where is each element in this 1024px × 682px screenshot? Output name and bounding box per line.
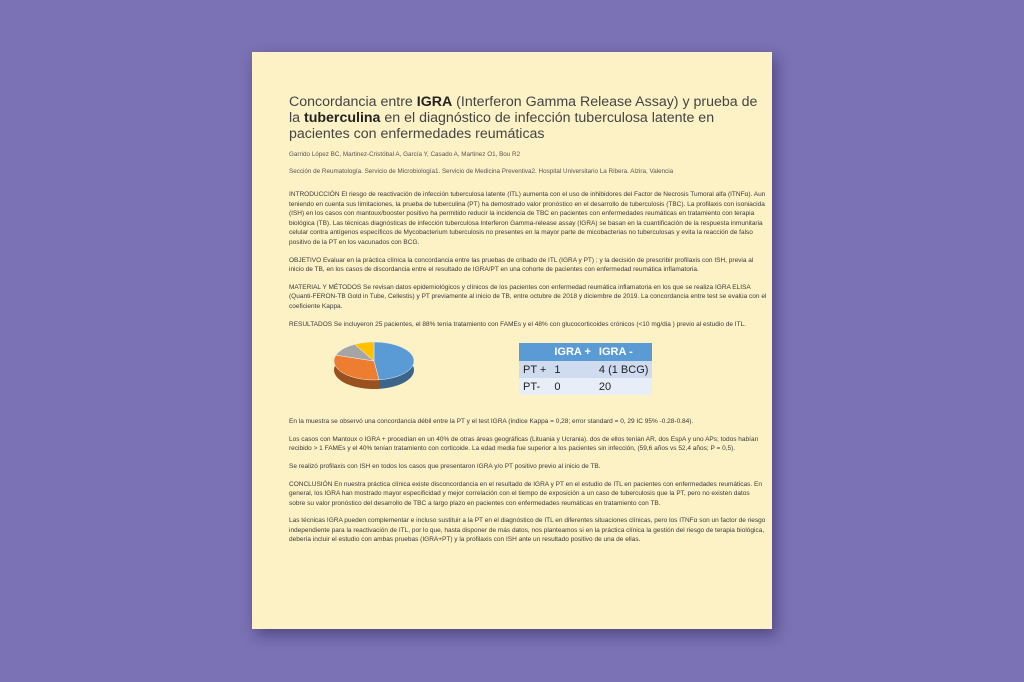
affiliation: Sección de Reumatología. Servicio de Microbiología1. Servicio de Medicina Preventiva2. Hospital Universitario La Ribera. Alzira, Valencia	[289, 168, 674, 175]
title-bold-igra: IGRA	[416, 94, 453, 110]
poster-page	[252, 52, 772, 629]
table-cell: 1	[550, 361, 595, 378]
kappa-paragraph: En la muestra se observó una concordancia débil entre la PT y el test IGRA (índice Kappa = 0,28; error standard = 0, 29 IC 95% -0.28-0.84).	[289, 418, 694, 426]
table-row	[519, 361, 652, 378]
conclusion-paragraph: CONCLUSIÓN En nuestra práctica clínica existe disconcordancia en el resultado de IGRA y PT en el estudio de ITL en pacientes con enfermedades reumáticas. En general, los IGRA han mostrado mayor especificidad y mejor correlación con el tiempo de exposición a un caso de tuberculosis que la PT, pero no existen datos sobre su valor pronóstico del desarrollo de TBC a largo plazo en pacientes con enfermedades reumáticas en tratamiento con TB.	[289, 480, 762, 507]
authors: Garrido López BC, Martinez-Cristóbal A, García Y, Casado A, Martinez O1, Bou R2	[289, 151, 521, 158]
title-text: Concordancia entre	[289, 94, 417, 110]
poster-content	[289, 94, 767, 553]
poster-title	[289, 94, 767, 142]
title-text: en el diagnóstico de infección tuberculosa latente en pacientes con enfermedades reumáticas	[289, 110, 715, 142]
profilaxis-paragraph: Se realizó profilaxis con ISH en todos los casos que presentaron IGRA y/o PT positivo previo al inicio de TB.	[289, 462, 601, 470]
table-cell: 0	[550, 378, 595, 395]
casos-paragraph: Los casos con Mantoux o IGRA + procedían en un 40% de otras áreas geográficas (Lituania y Ucrania). dos de ellos tenían AR, dos EspA y uno APs; todos habían recibido > 1 FAMEs y el 40% tenían tratamiento con corticoide. La edad media fue superior a los pacientes sin infección, (59,6 años vs 52,4 años; P = 0,5).	[289, 435, 759, 453]
pie-chart	[329, 337, 419, 397]
table-header: IGRA -	[595, 343, 653, 361]
title-bold-tuberculina: tuberculina	[303, 110, 381, 126]
contingency-table	[519, 343, 652, 395]
table-row	[519, 378, 652, 395]
table-header	[519, 343, 550, 361]
table-cell: PT-	[519, 378, 550, 395]
objetivo-paragraph: OBJETIVO Evaluar en la práctica clínica la concordancia entre las pruebas de cribado de ITL (IGRA y PT) ; y la decisión de prescribir profilaxis con ISH, previa al inicio de TB, en los casos de discordancia entre el resultado de IGRA/PT en una cohorte de pacientes con enfermedad reumática inflamatoria.	[289, 256, 754, 274]
table-header: IGRA +	[550, 343, 595, 361]
intro-paragraph: INTRODUCCIÓN El riesgo de reactivación de infección tuberculosa latente (ITL) aumenta con el uso de inhibidores del Factor de Necrosis Tumoral alfa (ITNFα). Aun teniendo en cuenta sus limitaciones, la prueba de tuberculina (PT) ha demostrado valor pronóstico en el desarrollo de tuberculosis (TBC). La profilaxis con isoniacida (ISH) en los casos con mantoux/booster positivo ha permitido reducir la incidencia de TBC en pacientes con enfermedades reumáticas en tratamiento con terapia biológica (TB). Las técnicas diagnósticas de infección tuberculosa Interferon Gamma-release assay (IGRA) se basan en la cuantificación de la respuesta inmunitaria celular contra antígenos específicos de Mycobacterium tuberculosis no presentes en la mayor parte de micobacterias no tuberculosas y evita la reacción de falso positivo de la PT en los vacunados con BCG.	[289, 191, 766, 246]
metodos-paragraph: MATERIAL Y MÉTODOS Se revisan datos epidemiológicos y clínicos de los pacientes con enfermedad reumática inflamatoria en los que se realiza IGRA ELISA (Quanti-FERON-TB Gold in Tube, Cellestis) y PT previamente al inicio de TB, entre octubre de 2018 y diciembre de 2019. La concordancia entre test se evalúa con el coeficiente Kappa.	[289, 283, 767, 310]
final-paragraph: Las técnicas IGRA pueden complementar e incluso sustituir a la PT en el diagnóstico de ITL en diferentes situaciones clínicas, pero los ITNFα son un factor de riesgo independiente para la reactivación de ITL, por lo que, hasta disponer de más datos, nos planteamos si en la práctica clínica la gestión del riesgo de terapia biológica, debería incluir el estudio con ambas pruebas (IGRA+PT) y la profilaxis con ISH ante un resultado positivo de una de ellas.	[289, 517, 766, 544]
title-text: (Interferon Gamma Release Assay) y prueba de la	[289, 94, 758, 126]
results-figure	[289, 337, 767, 407]
table-cell: PT +	[519, 361, 550, 378]
resultados-paragraph: RESULTADOS Se incluyeron 25 pacientes, el 88% tenía tratamiento con FAMEs y el 48% con glucocorticoides crónicos (<10 mg/dia ) previo al estudio de ITL.	[289, 320, 746, 328]
table-cell: 4 (1 BCG)	[595, 361, 653, 378]
table-cell: 20	[595, 378, 653, 395]
